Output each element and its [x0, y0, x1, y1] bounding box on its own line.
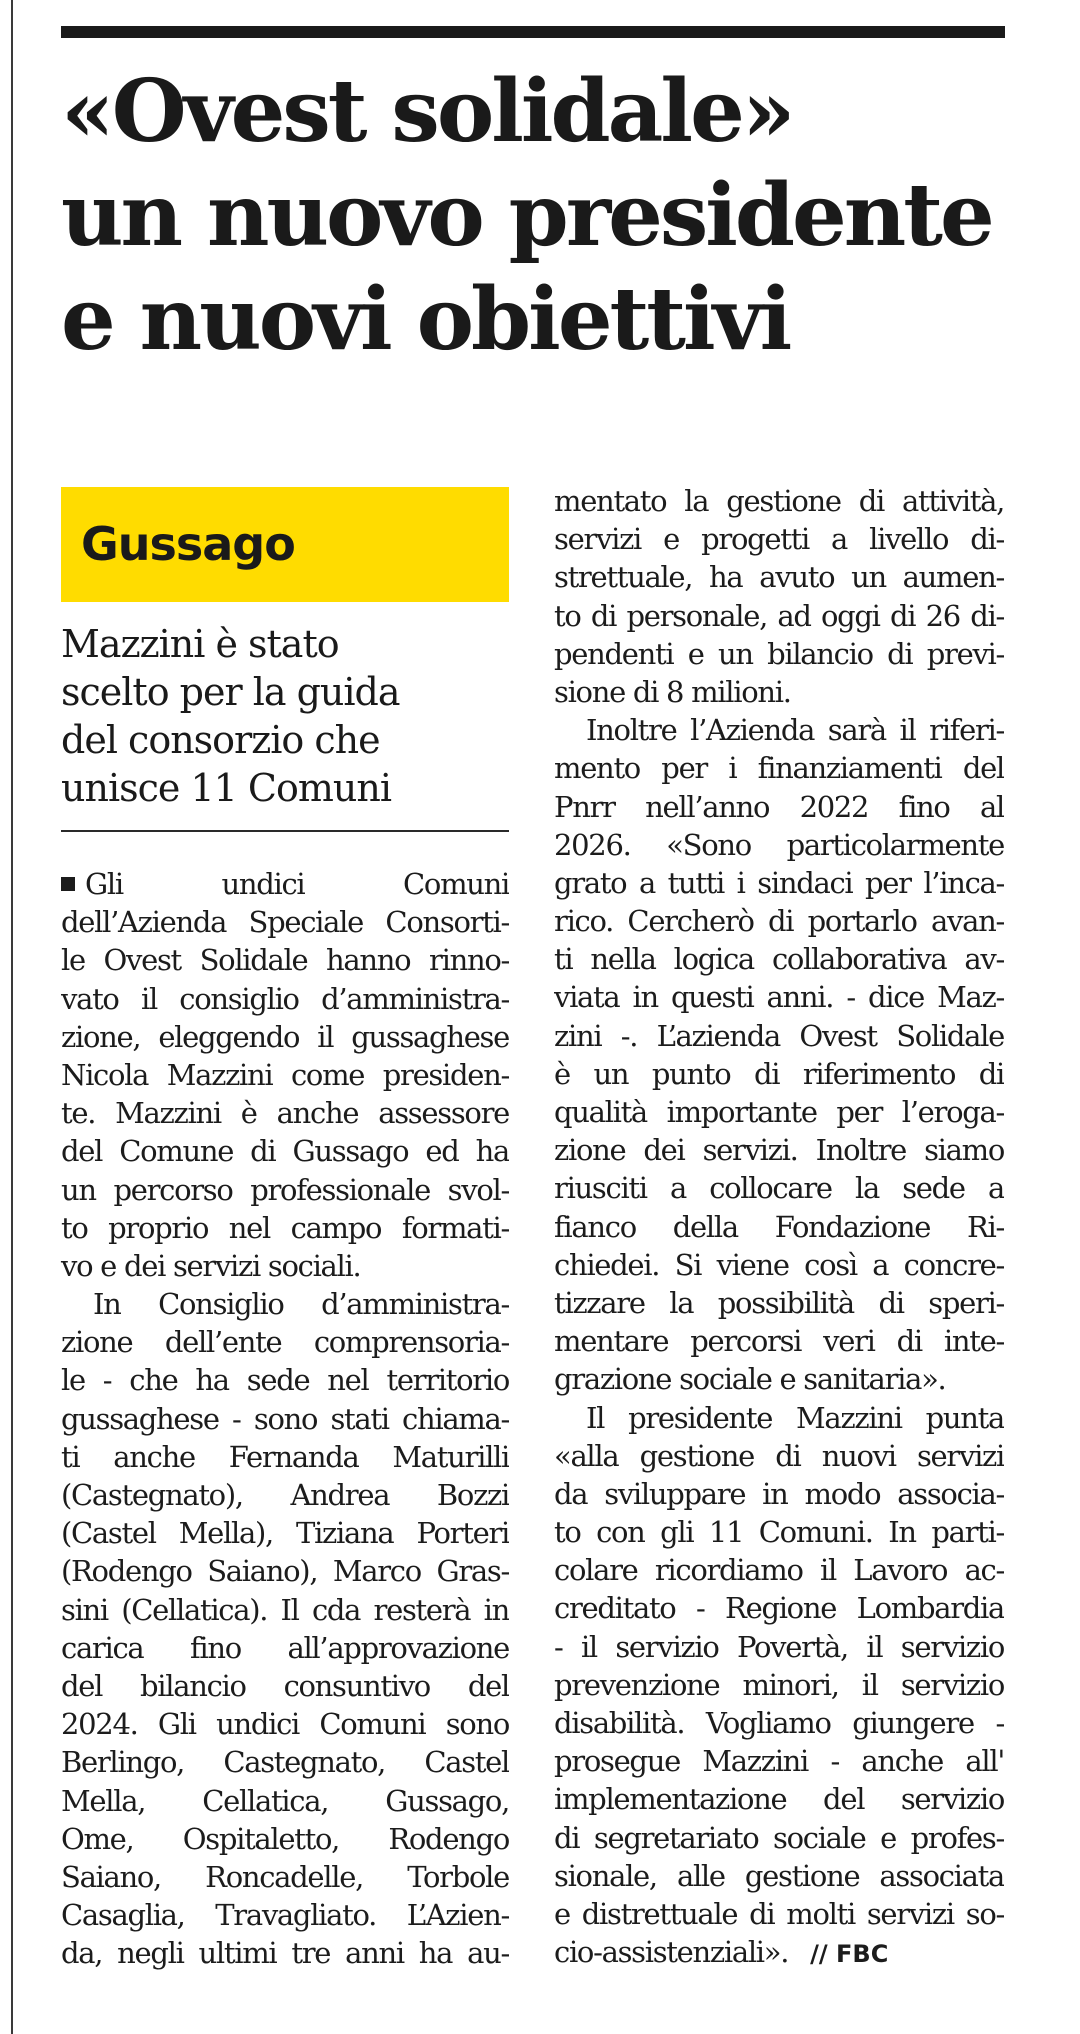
body-line: (Castegnato), Andrea Bozzi: [61, 1478, 509, 1512]
body-line: - il servizio Povertà, il servizio: [554, 1629, 1004, 1664]
body-line: ti anche Fernanda Maturilli: [61, 1439, 509, 1474]
body-line: riusciti a collocare la sede a: [554, 1171, 1004, 1206]
body-line: prosegue Mazzini - anche all': [554, 1744, 1004, 1779]
body-line: tizzare la possibilità di speri-: [554, 1285, 1004, 1320]
square-bullet-icon: [61, 877, 75, 891]
body-column-left: [61, 865, 509, 1972]
body-line: Pnrr nell’anno 2022 fino al: [554, 789, 1004, 824]
subhead-line: del consorzio che: [61, 718, 380, 762]
body-line: le - che ha sede nel territorio: [61, 1363, 509, 1398]
headline-line: e nuovi obiettivi: [61, 269, 790, 370]
body-line: da, negli ultimi tre anni ha au-: [61, 1936, 509, 1971]
body-line-final: [554, 1933, 1004, 1971]
body-line: Ome, Ospitaletto, Rodengo: [61, 1821, 509, 1856]
location-tag-label: Gussago: [81, 517, 295, 571]
subhead-line: scelto per la guida: [61, 670, 400, 714]
body-line: le Ovest Solidale hanno rinno-: [61, 943, 509, 978]
subhead-line: Mazzini è stato: [61, 622, 339, 666]
body-line: gussaghese - sono stati chiama-: [61, 1401, 509, 1436]
body-line: mentare percorsi veri di inte-: [554, 1324, 1004, 1359]
body-line: zione, eleggendo il gussaghese: [61, 1019, 509, 1054]
body-line: to di personale, ad oggi di 26 di-: [554, 598, 1004, 633]
body-line: zione dei servizi. Inoltre siamo: [554, 1133, 1004, 1168]
body-line: mento per i finanziamenti del: [554, 751, 1004, 786]
body-line: dell’Azienda Speciale Consorti-: [61, 905, 509, 940]
body-line: zione dell’ente comprensoria-: [61, 1325, 509, 1360]
body-line-indented: Il presidente Mazzini punta: [586, 1400, 1004, 1435]
body-line: creditato - Regione Lombardia: [554, 1591, 1004, 1626]
body-line: (Castel Mella), Tiziana Porteri: [61, 1516, 509, 1551]
header-bar: [61, 26, 1005, 38]
subhead-line: unisce 11 Comuni: [61, 766, 391, 810]
body-line: carica fino all’approvazione: [61, 1630, 509, 1665]
body-line: grato a tutti i sindaci per l’inca-: [554, 865, 1004, 900]
body-line: Mella, Cellatica, Gussago,: [61, 1783, 509, 1818]
body-line: Saiano, Roncadelle, Torbole: [61, 1859, 509, 1894]
body-line: del Comune di Gussago ed ha: [61, 1134, 509, 1169]
body-line: grazione sociale e sanitaria».: [554, 1362, 946, 1397]
body-line: to proprio nel campo formati-: [61, 1210, 509, 1245]
body-line-text: Gli undici Comuni: [85, 867, 509, 901]
body-line: zini -. L’azienda Ovest Solidale: [554, 1018, 1004, 1053]
body-line: ti nella logica collaborativa av-: [554, 942, 1004, 977]
body-line: disabilità. Vogliamo giungere -: [554, 1706, 1004, 1740]
body-line: fianco della Fondazione Ri-: [554, 1209, 1004, 1244]
article-subhead: [61, 620, 521, 812]
subhead-divider: [61, 830, 509, 832]
body-line: Berlingo, Castegnato, Castel: [61, 1745, 509, 1780]
body-line: te. Mazzini è anche assessore: [61, 1096, 509, 1131]
body-line: un percorso professionale svol-: [61, 1172, 509, 1207]
body-line-text: cio-assistenziali».: [554, 1935, 789, 1970]
body-line: to con gli 11 Comuni. In parti-: [554, 1515, 1004, 1550]
body-line: Nicola Mazzini come presiden-: [61, 1057, 509, 1092]
body-line: strettuale, ha avuto un aumen-: [554, 560, 1004, 595]
body-line-lead: [61, 865, 509, 903]
body-line: qualità importante per l’eroga-: [554, 1095, 1004, 1129]
article-headline: [61, 60, 1021, 372]
body-line: da sviluppare in modo associa-: [554, 1476, 1004, 1511]
page-edge-rule: [11, 0, 13, 2034]
body-line: Casaglia, Travagliato. L’Azien-: [61, 1898, 509, 1933]
body-line: sini (Cellatica). Il cda resterà in: [61, 1592, 509, 1627]
headline-line: un nuovo presidente: [61, 165, 992, 266]
body-line: prevenzione minori, il servizio: [554, 1667, 1004, 1702]
body-line: 2026. «Sono particolarmente: [554, 827, 1004, 862]
body-line: del bilancio consuntivo del: [61, 1668, 509, 1703]
body-line: (Rodengo Saiano), Marco Gras-: [61, 1554, 509, 1589]
body-line: vo e dei servizi sociali.: [61, 1248, 361, 1283]
body-line: sione di 8 milioni.: [554, 674, 791, 709]
body-line: di segretariato sociale e profes-: [554, 1820, 1004, 1855]
body-line: è un punto di riferimento di: [554, 1056, 1004, 1091]
body-line: implementazione del servizio: [554, 1782, 1004, 1817]
headline-line: «Ovest solidale»: [61, 61, 793, 162]
body-line-indented: Inoltre l’Azienda sarà il riferi-: [586, 713, 1004, 748]
body-line: colare ricordiamo il Lavoro ac-: [554, 1553, 1004, 1588]
body-line: servizi e progetti a livello di-: [554, 522, 1004, 557]
author-signature: // FBC: [810, 1940, 889, 1969]
location-tag: [61, 487, 509, 602]
body-line-indented: In Consiglio d’amministra-: [93, 1287, 509, 1322]
body-line: rico. Cercherò di portarlo avan-: [554, 904, 1004, 939]
body-line: vato il consiglio d’amministra-: [61, 981, 509, 1016]
body-line: pendenti e un bilancio di previ-: [554, 636, 1004, 671]
body-line: viata in questi anni. - dice Maz-: [554, 980, 1004, 1015]
body-line: 2024. Gli undici Comuni sono: [61, 1707, 509, 1742]
body-line: chiedei. Si viene così a concre-: [554, 1247, 1004, 1282]
body-column-right: [554, 482, 1004, 1971]
body-line: e distrettuale di molti servizi so-: [554, 1896, 1004, 1931]
body-line: sionale, alle gestione associata: [554, 1858, 1004, 1893]
body-line: «alla gestione di nuovi servizi: [554, 1438, 1004, 1473]
body-line: mentato la gestione di attività,: [554, 484, 1004, 518]
